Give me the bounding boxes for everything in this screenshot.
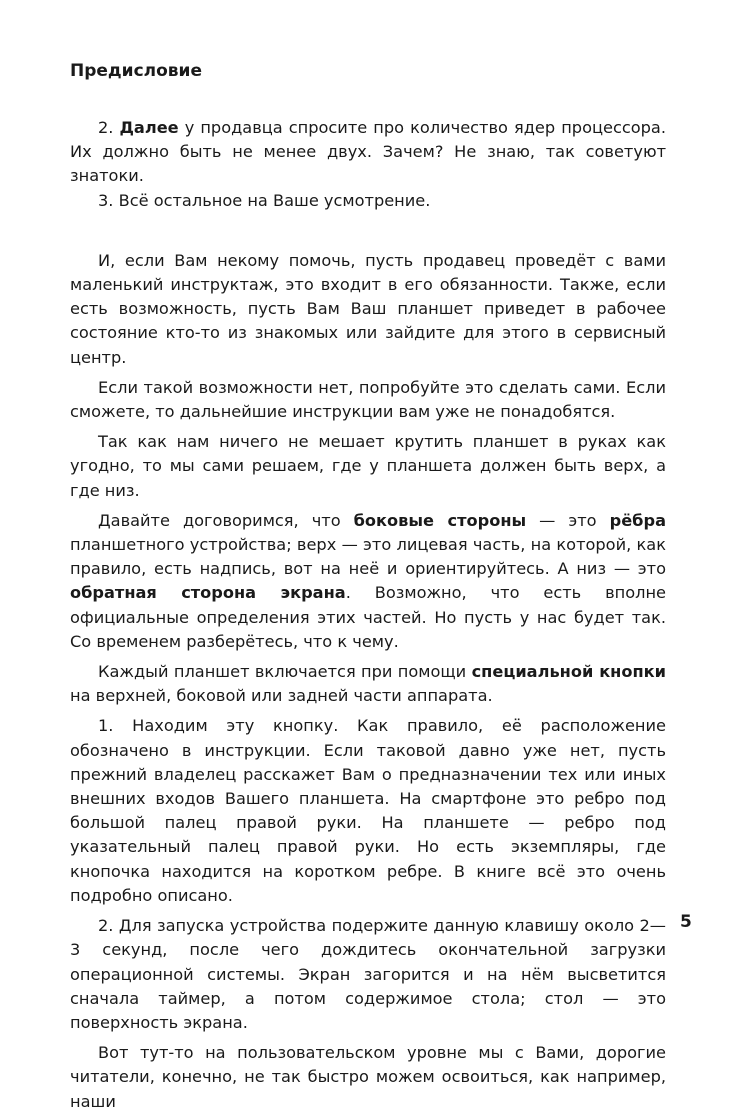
paragraph: 3. Всё остальное на Ваше усмотрение. [98,190,431,210]
paragraph: Так как нам ничего не мешает крутить планшет в руках как угодно, то мы сами решаем, где у планшета должен быть верх, а где низ. [70,432,666,500]
paragraph: 2. Для запуска устройства подержите данную клавишу около 2—3 секунд, после чего дождитесь окончательной загрузки операционной системы. Экран загорится и на нём высветится сначала таймер, а потом содержимое стола; стол — это поверхность экрана. [70,916,666,1032]
paragraph: Давайте договоримся, что боковые стороны — это рёбра планшетного устройства; верх — это лицевая часть, на которой, как правило, есть надпись, вот на неё и ориентируйтесь. А низ — это обратная сторона экрана. Возможно, что есть вполне официальные определения этих частей. Но пусть у нас будет так. Со временем разберётесь, что к чему. [70,510,666,651]
chapter-heading: Предисловие [70,61,202,81]
bold-term: обратная сторона экрана [70,583,346,603]
bold-term: Далее [119,118,179,137]
paragraph: Каждый планшет включается при помощи специальной кнопки на верхней, боковой или задней части аппарата. [70,662,666,706]
paragraph: Если такой возможности нет, попробуйте это сделать сами. Если сможете, то дальнейшие инструкции вам уже не понадобятся. [70,377,666,422]
page-number: 5 [680,912,692,932]
paragraph: Вот тут-то на пользовательском уровне мы с Вами, дорогие читатели, конечно, не так быстро можем освоиться, как например, наши [70,1043,666,1111]
bold-term: рёбра [609,510,666,530]
paragraph: 1. Находим эту кнопку. Как правило, её расположение обозначено в инструкции. Если таковой давно уже нет, пусть прежний владелец расскажет Вам о предназначении тех или иных внешних входов Вашего планшета. На смартфоне это ребро под большой палец правой руки. На планшете — ребро под указательный палец правой руки. Но есть экземпляры, где кнопочка находится на коротком ребре. В книге всё это очень подробно описано. [70,716,666,905]
bold-term: боковые стороны [353,510,527,530]
paragraph: 2. Далее у продавца спросите про количество ядер процессора. Их должно быть не менее двух. Зачем? Не знаю, так советуют знатоки. [70,118,666,186]
body-text [70,116,666,1114]
bold-term: специальной кнопки [471,662,666,682]
paragraph: И, если Вам некому помочь, пусть продавец проведёт с вами маленький инструктаж, это входит в его обязанности. Также, если есть возможность, пусть Вам Ваш планшет приведет в рабочее состояние кто-то из знакомых или зайдите для этого в сервисный центр. [70,250,666,367]
